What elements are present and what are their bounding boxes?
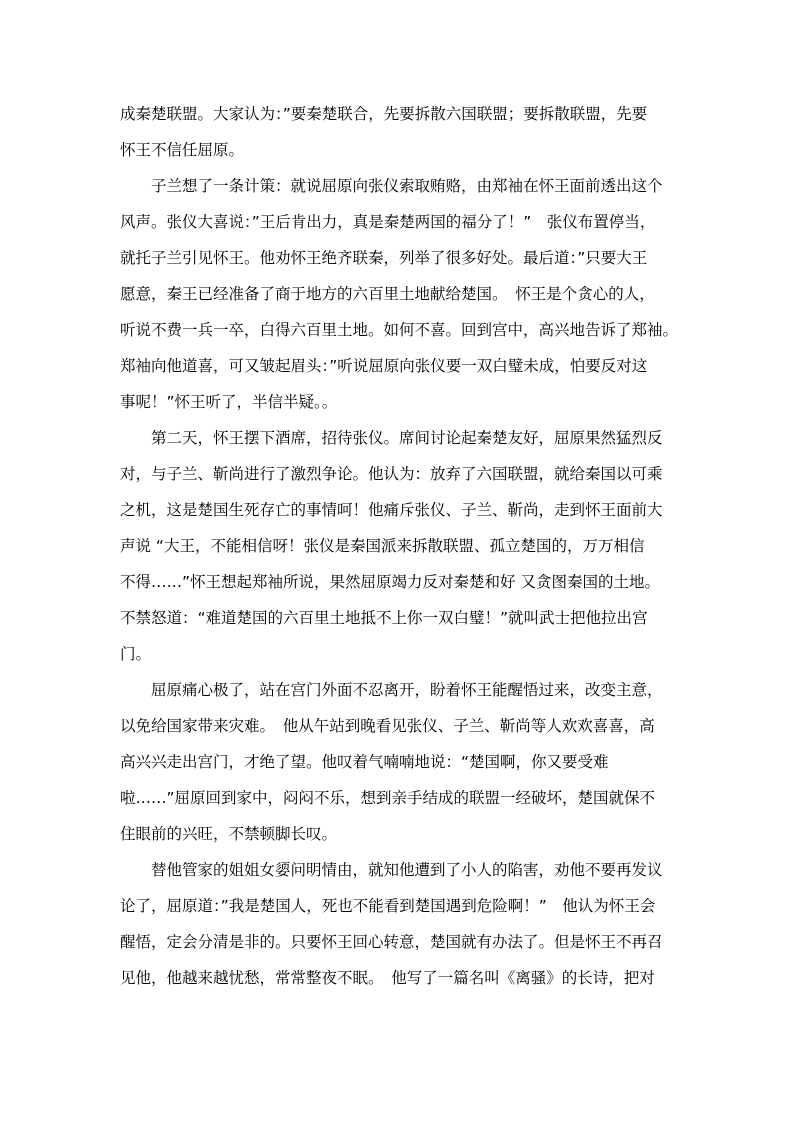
text-line: 怀王不信任屈原。: [120, 141, 245, 159]
text-line: 就托子兰引见怀王。他劝怀王绝齐联秦，列举了很多好处。最后道：”只要大王: [120, 249, 648, 267]
text-line: 听说不费一兵一卒，白得六百里土地。如何不喜。回到宫中，高兴地告诉了郑袖。: [120, 321, 679, 339]
text-line: 成秦楚联盟。大家认为：”要秦楚联合，先要拆散六国联盟；要拆散联盟，先要: [120, 105, 648, 123]
text-line: 愿意，秦王已经准备了商于地方的六百里土地献给楚国。 怀王是个贪心的人，: [120, 285, 655, 303]
text-line: 郑袖向他道喜，可又皱起眉头：”听说屈原向张仪要一双白璧未成，怕要反对这: [120, 357, 648, 375]
text-line: 风声。张仪大喜说：”王后肯出力，真是秦楚两国的福分了！” 张仪布置停当，: [120, 213, 656, 231]
text-line: 论了，屈原道：”我是楚国人，死也不能看到楚国遇到危险啊！” 他认为怀王会: [120, 897, 656, 915]
text-line: 屈原痛心极了，站在宫门外面不忍离开，盼着怀王能醒悟过来，改变主意，: [120, 681, 663, 699]
text-line: 高兴兴走出宫门，才绝了望。他叹着气喃喃地说：“楚国啊，你又要受难: [120, 753, 609, 771]
text-line: 替他管家的姐姐女媭问明情由，就知他遭到了小人的陷害，劝他不要再发议: [120, 861, 663, 879]
text-line: 醒悟，定会分清是非的。只要怀王回心转意，楚国就有办法了。但是怀王不再召: [120, 933, 663, 951]
text-line: 对，与子兰、靳尚进行了激烈争论。他认为：放弃了六国联盟，就给秦国以可乘: [120, 465, 663, 483]
text-line: 不得……”怀王想起郑袖所说，果然屈原竭力反对秦楚和好 又贪图秦国的土地。: [120, 573, 660, 591]
text-line: 子兰想了一条计策：就说屈原向张仪索取贿赂，由郑袖在怀王面前透出这个: [120, 177, 663, 195]
text-line: 以免给国家带来灾难。 他从午站到晚看见张仪、子兰、靳尚等人欢欢喜喜，高: [120, 717, 655, 735]
text-line: 之机，这是楚国生死存亡的事情呵！他痛斥张仪、子兰、靳尚，走到怀王面前大: [120, 501, 663, 519]
body-text: [120, 96, 680, 996]
text-line: 住眼前的兴旺，不禁顿脚长叹。: [120, 825, 338, 843]
text-line: 第二天，怀王摆下酒席，招待张仪。席间讨论起秦楚友好，屈原果然猛烈反: [120, 429, 663, 447]
text-line: 事呢！”怀王听了，半信半疑。。: [120, 393, 338, 411]
text-line: 不禁怒道：“难道楚国的六百里土地抵不上你一双白璧！”就叫武士把他拉出宫: [120, 609, 648, 627]
text-line: 啦……”屈原回到家中，闷闷不乐，想到亲手结成的联盟一经破坏，楚国就保不: [120, 789, 656, 807]
text-line: 声说 “大王，不能相信呀！张仪是秦国派来拆散联盟、孤立楚国的，万万相信: [120, 537, 645, 555]
text-line: 门。: [120, 645, 152, 663]
text-line: 见他，他越来越忧愁，常常整夜不眠。 他写了一篇名叫《离骚》的长诗，把对: [120, 969, 655, 987]
